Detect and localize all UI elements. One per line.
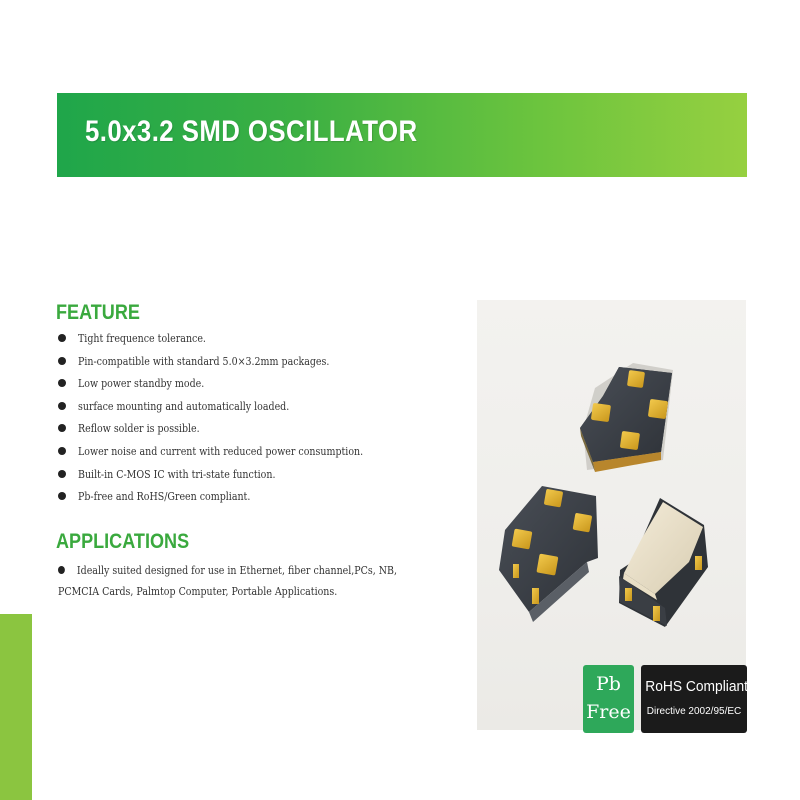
pb-free-line-2: Free bbox=[586, 701, 631, 723]
oscillator-chip-top-view bbox=[619, 498, 708, 627]
list-item: Pin-compatible with standard 5.0×3.2mm packages. bbox=[58, 353, 410, 376]
list-item: surface mounting and automatically loaded. bbox=[58, 398, 410, 421]
applications-line-2: PCMCIA Cards, Palmtop Computer, Portable Applications. bbox=[58, 585, 338, 598]
bullet-icon bbox=[58, 492, 66, 500]
feature-list bbox=[58, 330, 410, 511]
oscillator-chip-bottom-view bbox=[580, 363, 673, 472]
page-title: 5.0x3.2 SMD OSCILLATOR bbox=[85, 115, 418, 148]
list-item: Pb-free and RoHS/Green compliant. bbox=[58, 488, 410, 511]
pb-free-line-1: Pb bbox=[596, 673, 621, 695]
rohs-directive: Directive 2002/95/EC bbox=[646, 706, 742, 717]
oscillator-chip-bottom-view bbox=[499, 486, 598, 622]
applications-line-1: Ideally suited designed for use in Ethernet, fiber channel,PCs, NB, bbox=[76, 564, 398, 577]
bullet-icon bbox=[58, 424, 66, 432]
bullet-icon bbox=[58, 447, 66, 455]
feature-heading: FEATURE bbox=[56, 301, 140, 324]
list-item: Tight frequence tolerance. bbox=[58, 330, 410, 353]
bullet-icon bbox=[58, 357, 66, 365]
pb-free-badge bbox=[583, 665, 634, 733]
bullet-icon bbox=[58, 470, 66, 478]
rohs-title: RoHS Compliant bbox=[645, 678, 749, 695]
bullet-icon bbox=[58, 402, 66, 410]
list-item: Built-in C-MOS IC with tri-state function. bbox=[58, 466, 410, 489]
applications-text bbox=[58, 560, 458, 602]
bullet-icon bbox=[58, 334, 66, 342]
bullet-icon bbox=[58, 379, 66, 387]
bullet-icon bbox=[58, 566, 65, 574]
title-banner bbox=[57, 93, 747, 177]
list-item: Low power standby mode. bbox=[58, 375, 410, 398]
list-item: Reflow solder is possible. bbox=[58, 420, 410, 443]
rohs-compliant-badge bbox=[641, 665, 747, 733]
list-item: Lower noise and current with reduced power consumption. bbox=[58, 443, 410, 466]
decorative-side-bar bbox=[0, 614, 32, 800]
applications-heading: APPLICATIONS bbox=[56, 530, 190, 553]
